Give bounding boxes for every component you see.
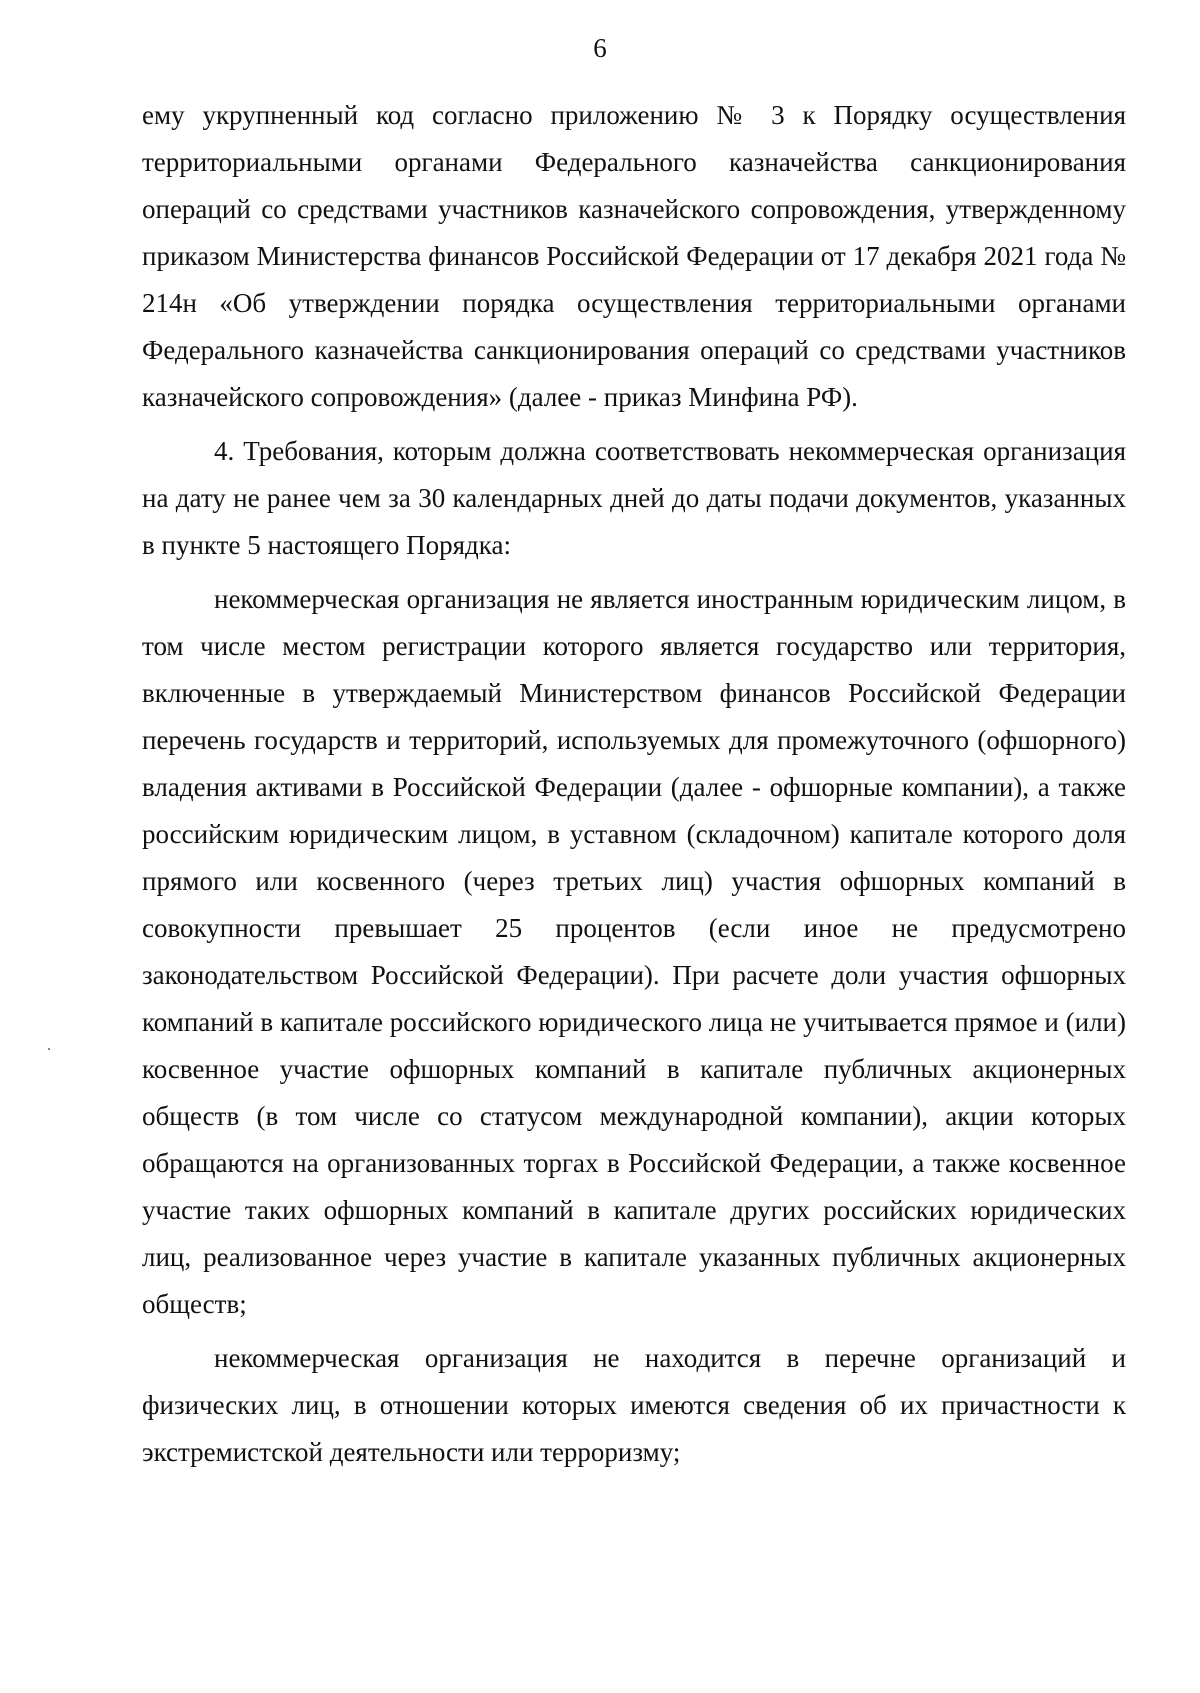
paragraph-item-4: 4. Требования, которым должна соответствовать некоммерческая организация на дату не ранее чем за 30 календарных дней до даты подачи документов, указанных в пункте 5 настоящего Порядка: bbox=[142, 436, 1126, 560]
paragraph-extremism-requirement: некоммерческая организация не находится в перечне организаций и физических лиц, в отношении которых имеются сведения об их причастности к экстремистской деятельности или терроризму; bbox=[142, 1343, 1126, 1467]
page-number: 6 bbox=[593, 33, 607, 63]
document-body bbox=[142, 92, 1126, 1483]
scan-speck bbox=[48, 1048, 50, 1050]
paragraph-offshore-requirement: некоммерческая организация не является иностранным юридическим лицом, в том числе местом регистрации которого является государство или территория, включенные в утверждаемый Министерством финансов Российской Федерации перечень государств и территорий, используемых для промежуточного (офшорного) владения активами в Российской Федерации (далее - офшорные компании), а также российским юридическим лицом, в уставном (складочном) капитале которого доля прямого или косвенного (через третьих лиц) участия офшорных компаний в совокупности превышает 25 процентов (если иное не предусмотрено законодательством Российской Федерации). При расчете доли участия офшорных компаний в капитале российского юридического лица не учитывается прямое и (или) косвенное участие офшорных компаний в капитале публичных акционерных обществ (в том числе со статусом международной компании), акции которых обращаются на организованных торгах в Российской Федерации, а также косвенное участие таких офшорных компаний в капитале других российских юридических лиц, реализованное через участие в капитале указанных публичных акционерных обществ; bbox=[142, 584, 1126, 1319]
paragraph-continuation: ему укрупненный код согласно приложению № 3 к Порядку осуществления территориальными органами Федерального казначейства санкционирования операций со средствами участников казначейского сопровождения, утвержденному приказом Министерства финансов Российской Федерации от 17 декабря 2021 года № 214н «Об утверждении порядка осуществления территориальными органами Федерального казначейства санкционирования операций со средствами участников казначейского сопровождения» (далее - приказ Минфина РФ). bbox=[142, 100, 1126, 412]
